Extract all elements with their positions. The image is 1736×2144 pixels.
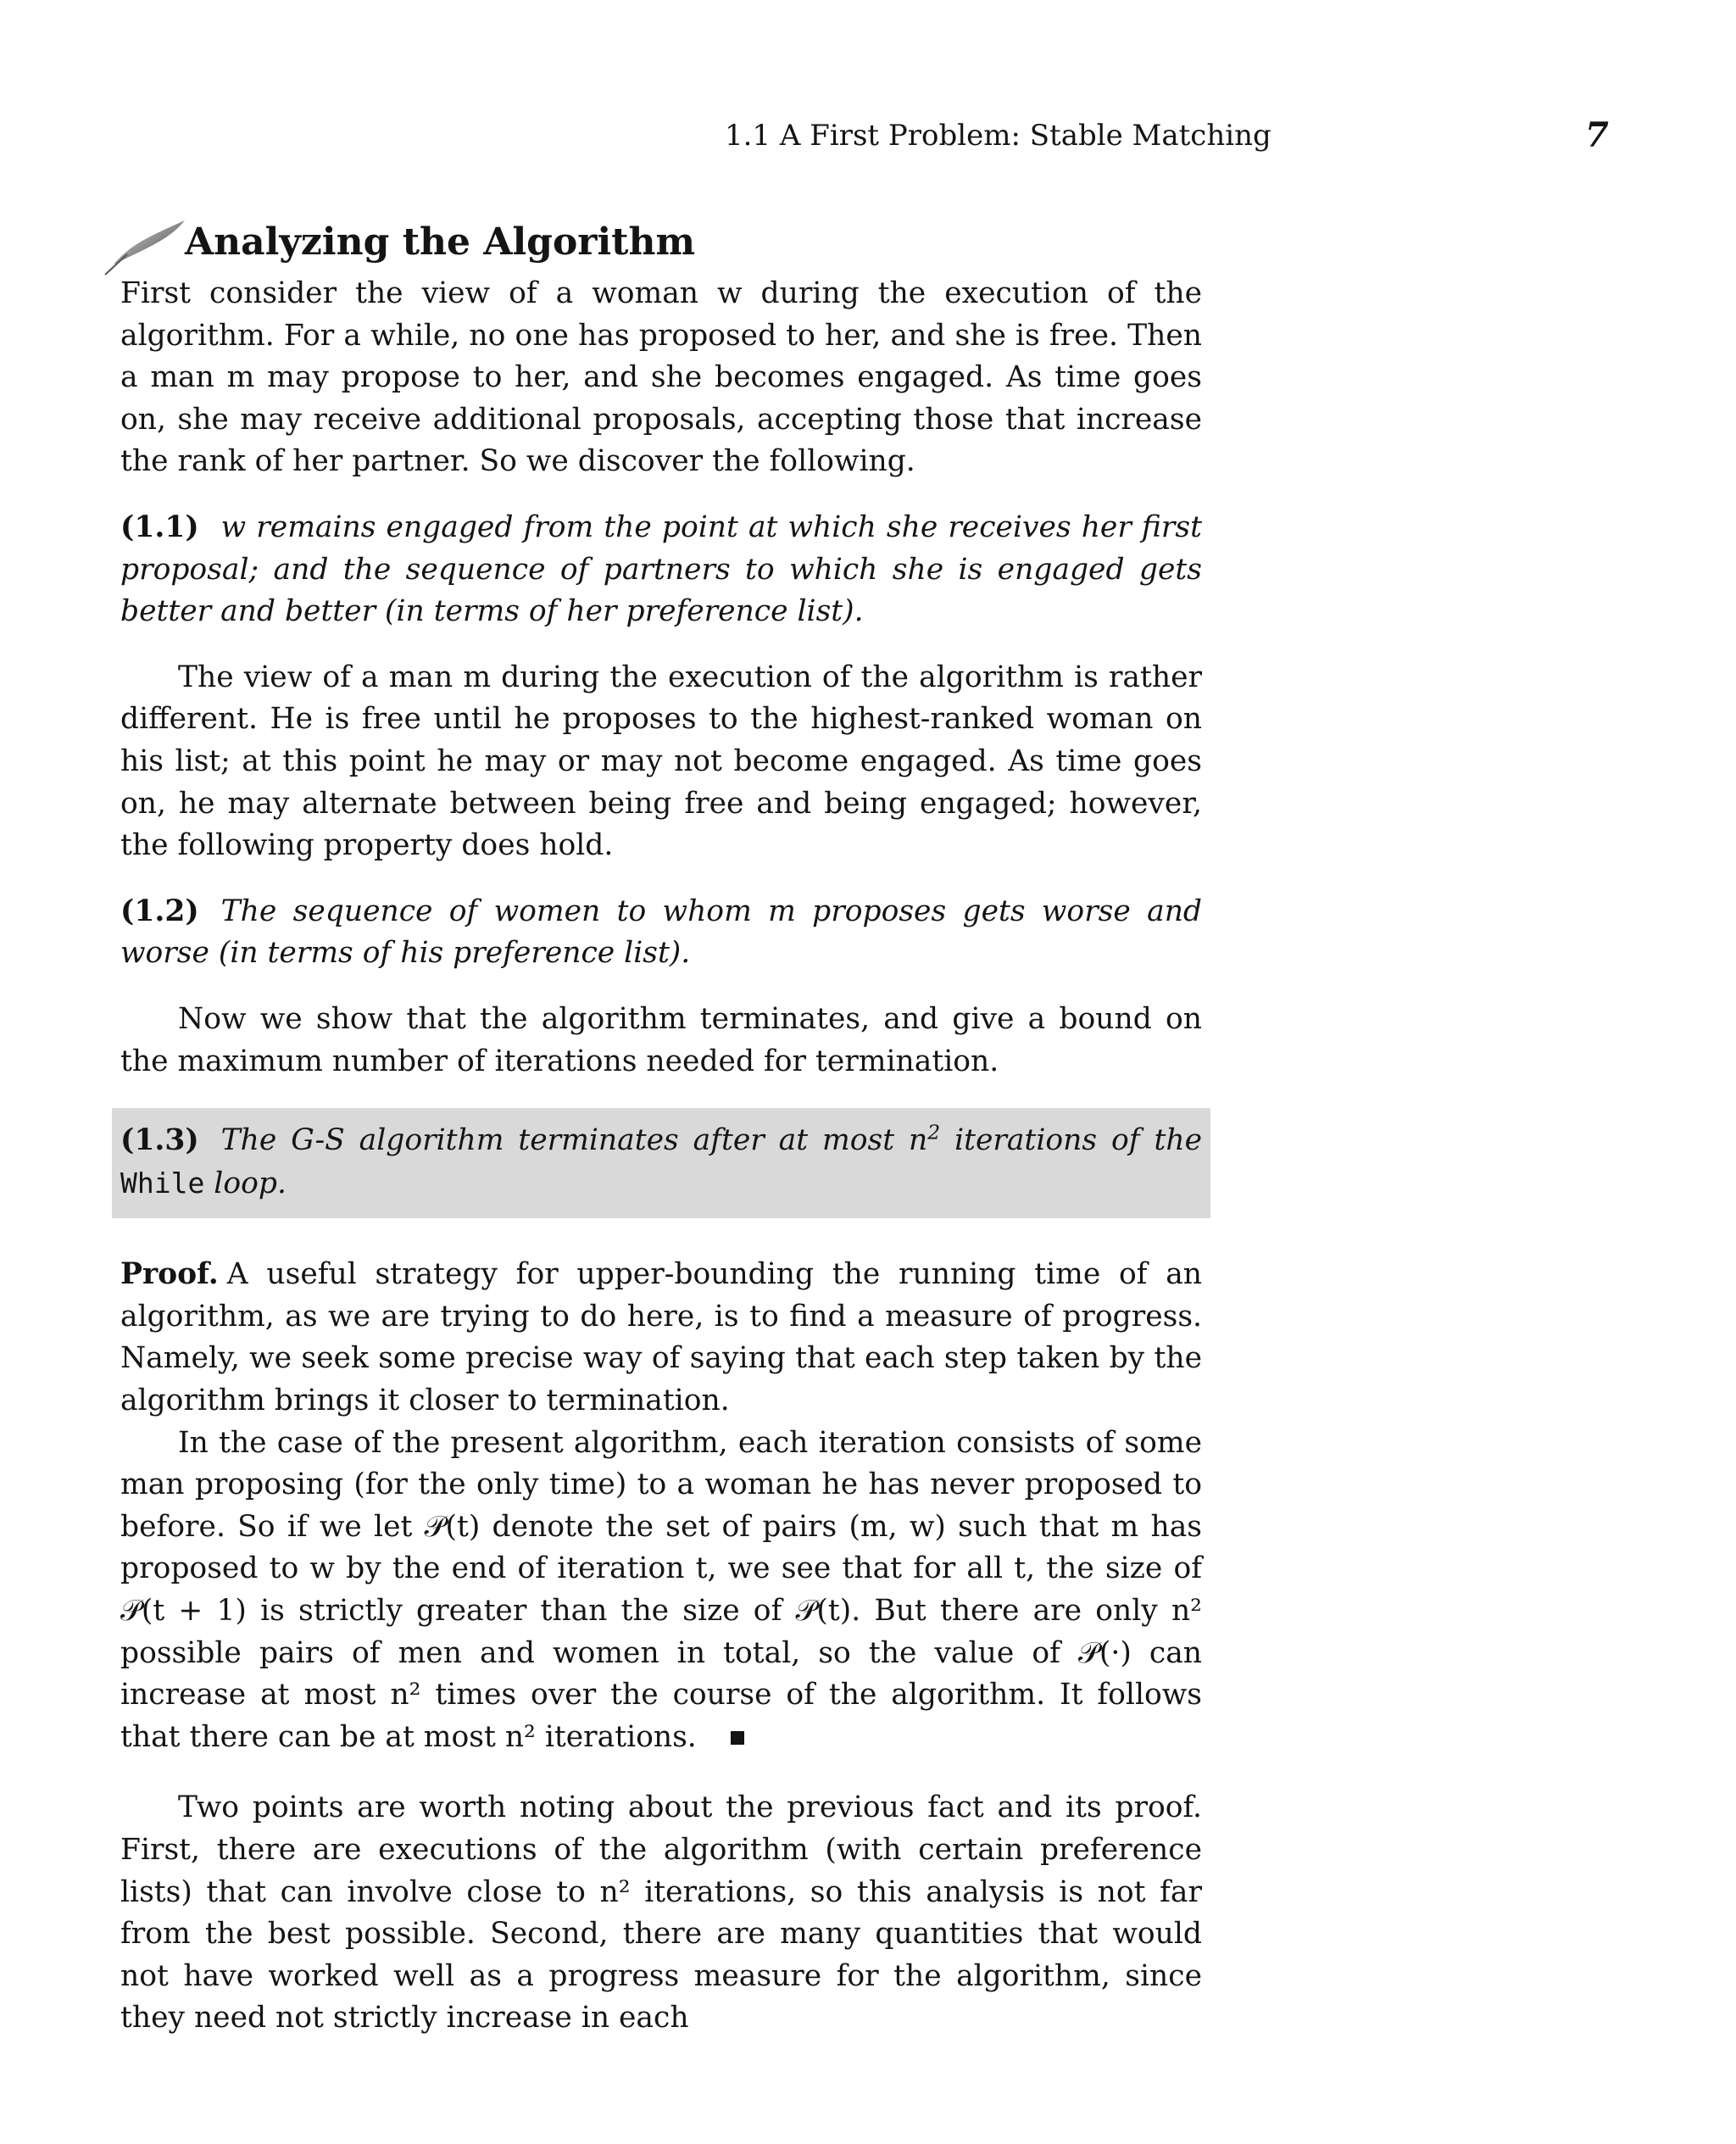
proof-label: Proof. — [120, 1257, 219, 1292]
proof-paragraph — [120, 1254, 1202, 1422]
claim-text: The sequence of women to whom m proposes gets worse and worse (in terms of his preference list). — [120, 894, 1202, 971]
paragraph-3: Now we show that the algorithm terminates, and give a bound on the maximum number of iterations needed for termination. — [120, 1001, 1202, 1078]
paragraph-1: First consider the view of a woman w during the execution of the algorithm. For a while, no one has proposed to her, and she is free. Then a man m may propose to her, and she becomes engaged. As time goes on, she may receive additional proposals, accepting those that increase the rank of her partner. So we discover the following. — [120, 276, 1202, 479]
claim-number: (1.1) — [120, 510, 199, 544]
code-keyword: While — [120, 1166, 205, 1200]
claim-text: w remains engaged from the point at which she receives her first proposal; and the sequence of partners to which she is engaged gets better and better (in terms of her preference list). — [120, 510, 1202, 629]
claim-1-3-shaded-box — [112, 1108, 1210, 1218]
claim-text-a: The G-S algorithm terminates after at most n — [220, 1123, 928, 1158]
body-text — [120, 273, 1202, 2040]
claim-number: (1.3) — [120, 1123, 199, 1158]
paragraph-2: The view of a man m during the execution of the algorithm is rather different. He is free until he proposes to the highest-ranked woman on his list; at this point he may or may not become engaged. As time goes on, he may alternate between being free and being engaged; however, the following property does hold. — [120, 660, 1202, 863]
paragraph-5: Two points are worth noting about the previous fact and its proof. First, there are executions of the algorithm (with certain preference lists) that can involve close to n² iterations, so this analysis is not far from the best possible. Second, there are many quantities that would not have worked well as a progress measure for the algorithm, since they need not strictly increase in each — [120, 1790, 1202, 2035]
quill-pen-icon — [102, 215, 186, 278]
section-title: Analyzing the Algorithm — [185, 220, 696, 264]
qed-square-icon — [731, 1731, 744, 1745]
claim-text-c: loop. — [204, 1166, 287, 1200]
superscript: 2 — [927, 1120, 941, 1144]
page-number: 7 — [1585, 115, 1609, 155]
claim-number: (1.2) — [120, 894, 199, 928]
claim-text-b: iterations of the — [940, 1123, 1202, 1158]
proof-text: A useful strategy for upper-bounding the running time of an algorithm, as we are trying to do here, is to find a measure of progress. Namely, we seek some precise way of saying that each step taken by the algorithm brings it closer to termination. — [120, 1257, 1202, 1418]
claim-1-2 — [120, 891, 1202, 975]
running-header: 1.1 A First Problem: Stable Matching — [725, 119, 1271, 153]
paragraph-4 — [120, 1423, 1202, 1759]
claim-1-1 — [120, 507, 1202, 633]
paragraph-4-text: In the case of the present algorithm, each iteration consists of some man proposing (for the only time) to a woman he has never proposed to before. So if we let 𝒫(t) denote the set of pairs (m, w) such that m has proposed to w by the end of iteration t, we see that for all t, the size of 𝒫(t + 1) is strictly greater than the size of 𝒫(t). But there are only n² possible pairs of men and women in total, so the value of 𝒫(·) can increase at most n² times over the course of the algorithm. It follows that there can be at most n² iterations. — [120, 1425, 1202, 1754]
